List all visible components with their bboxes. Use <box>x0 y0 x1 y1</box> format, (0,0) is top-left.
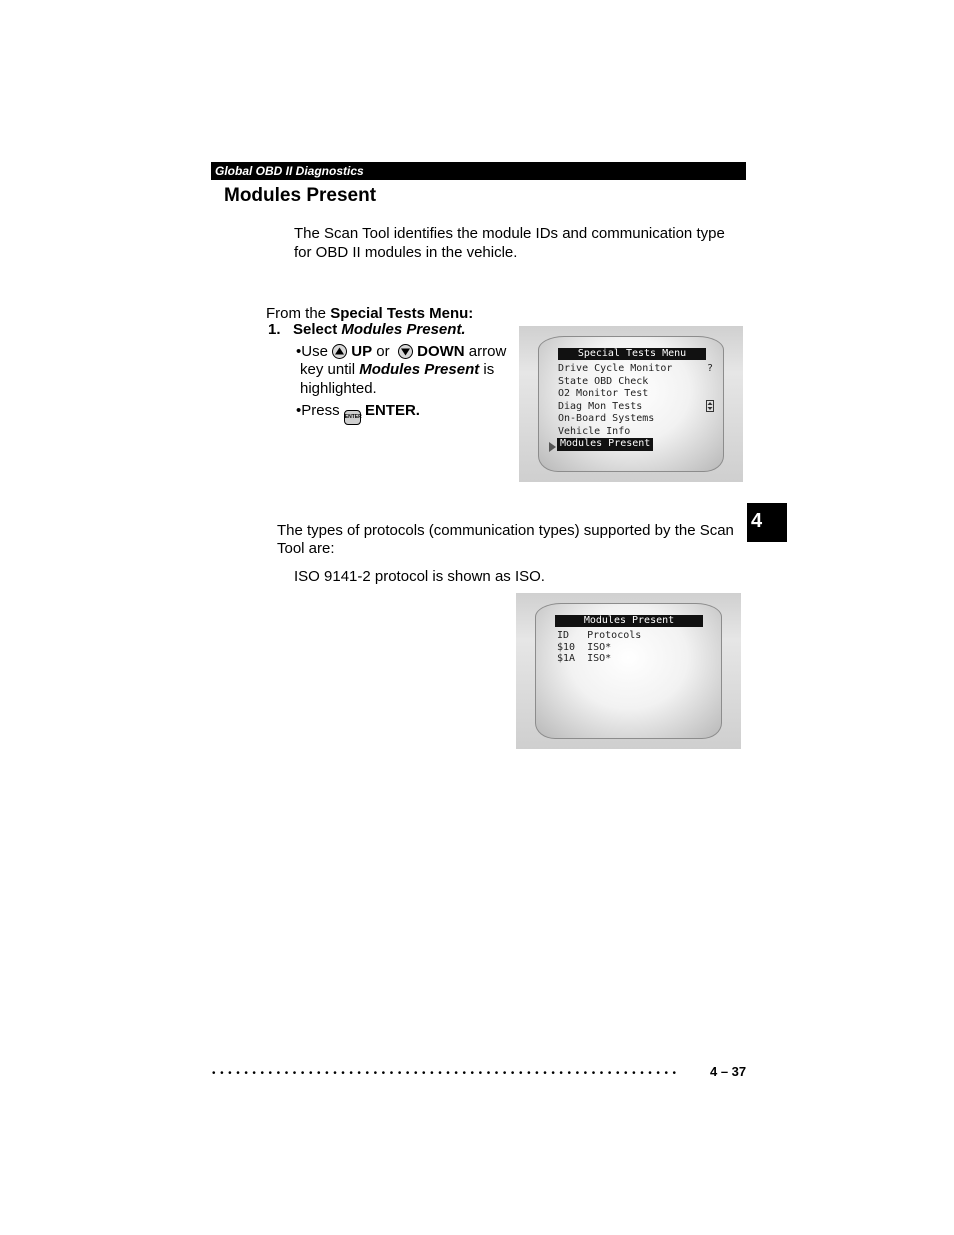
highlighted-text: highlighted. <box>300 380 377 397</box>
enter-label: ENTER. <box>364 402 420 419</box>
scroll-indicator-icon <box>706 399 714 417</box>
step-1 <box>268 321 466 338</box>
bullet-use-text: •Use <box>296 343 333 360</box>
press-text: •Press <box>296 402 344 419</box>
or-text: or <box>372 343 394 360</box>
column-header: ID Protocols <box>557 630 642 641</box>
scan-tool-screen-special-tests <box>519 326 743 482</box>
from-prefix: From the <box>266 305 331 322</box>
bullet-use-arrows <box>296 342 511 361</box>
menu-item: O2 Monitor Test <box>558 388 649 399</box>
is-text: is <box>479 361 495 378</box>
key-until-text: key until <box>300 361 360 378</box>
menu-item: Drive Cycle Monitor <box>558 363 673 374</box>
module-row: $10 ISO* <box>557 642 612 653</box>
arrow-text: arrow <box>464 343 507 360</box>
up-arrow-key-icon <box>332 344 347 359</box>
down-arrow-key-icon <box>398 344 413 359</box>
module-row: $1A ISO* <box>557 653 612 664</box>
running-header: Global OBD II Diagnostics <box>211 162 746 180</box>
intro-paragraph: The Scan Tool identifies the module IDs and communication type for OBD II modules in the vehicle. <box>294 225 725 261</box>
lcd-title: Special Tests Menu <box>558 348 706 360</box>
highlight-item: Modules Present <box>359 361 480 378</box>
bullet-use-arrows-cont <box>300 360 510 379</box>
up-label: UP <box>351 343 373 360</box>
iso-note: ISO 9141-2 protocol is shown as ISO. <box>294 568 545 585</box>
footer-dot-rule <box>212 1063 700 1077</box>
menu-item-selected: Modules Present <box>557 438 653 451</box>
from-menu-line <box>266 305 473 322</box>
page-number: 4 – 37 <box>710 1064 747 1079</box>
scan-tool-screen-modules-present <box>516 593 741 749</box>
menu-name: Special Tests Menu: <box>330 305 474 322</box>
selection-pointer-icon <box>549 439 556 457</box>
step-item: Modules Present. <box>341 321 466 338</box>
help-marker: ? <box>707 363 714 374</box>
footer-dots: • • • • • • • • • • • • • • • • • • • • • • • • • • • • • • • • • • • • • • • • • • • • • • • • • • • • • • • • • • <box>212 1068 677 1077</box>
section-title: Modules Present <box>224 185 377 206</box>
menu-item: On-Board Systems <box>558 413 655 424</box>
step-number: 1. <box>268 321 281 338</box>
down-label: DOWN <box>417 343 465 360</box>
menu-item: State OBD Check <box>558 376 649 387</box>
lcd-title: Modules Present <box>555 615 703 627</box>
chapter-tab: 4 <box>747 503 787 542</box>
menu-item: Diag Mon Tests <box>558 401 643 412</box>
protocols-paragraph: The types of protocols (communication types) supported by the Scan Tool are: <box>277 522 734 557</box>
menu-item: Vehicle Info <box>558 426 631 437</box>
step-select: Select <box>293 321 342 338</box>
enter-key-icon: ENTER <box>344 410 361 425</box>
bullet-press-enter <box>296 401 420 425</box>
